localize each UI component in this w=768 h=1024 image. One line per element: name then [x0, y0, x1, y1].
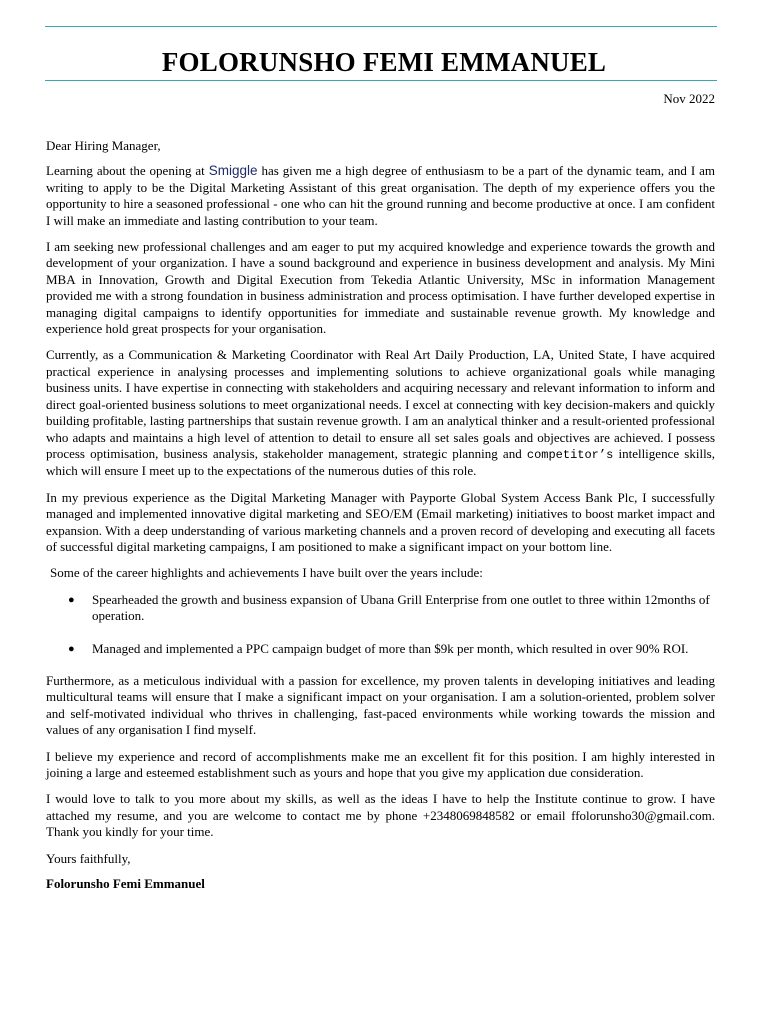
highlight-text: Managed and implemented a PPC campaign budget of more than $9k per month, which resulted in over 90% ROI.: [92, 640, 689, 656]
paragraph-current-role-rest: intelligence skills, which will ensure I meet up to the expectations of the numerous duties of this role.: [46, 445, 715, 479]
paragraph-background: I am seeking new professional challenges and am eager to put my acquired knowledge and experience towards the growth and development of your organization. I have a sound background and experience in business development and analysis. My Mini MBA in Innovation, Growth and Digital Execution from Tekedia Atlantic University, MSc in information Management provided me with a strong foundation in business administration and process optimisation. I have further developed expertise in managing digital campaigns to identify opportunities for immediate and sustainable revenue growth. My knowledge and experience hold great prospects for your organisation.: [46, 239, 715, 337]
applicant-name-heading: FOLORUNSHO FEMI EMMANUEL: [161, 47, 607, 77]
header-top-rule: [45, 26, 717, 27]
paragraph-qualities: Furthermore, as a meticulous individual with a passion for excellence, my proven talents in developing initiatives and leading multicultural teams will ensure that I make a significant impact on your organisation. I am a solution-oriented, problem solver and self-motivated individual who thrives in challenging, fast-paced environments while working towards the mission and values of any organisation I find myself.: [46, 672, 715, 738]
paragraph-intro: [46, 163, 715, 229]
highlights-list: [46, 592, 715, 657]
paragraph-current-role-start: Currently, as a Communication & Marketing Coordinator with Real Art Daily Production, LA, United State, I have acquired practical experience in analysing processes and implementing solutions to achieve organizational goals while managing business units. I have expertise in connecting with stakeholders and acquiring necessary and relevant information to inform and direct goal-oriented business solutions to meet organizational needs. I excel at connecting with key decision-makers and quickly building profitable, lasting partnerships that sustain revenue growth. I am an analytical thinker and a result-oriented professional who adapts and maintains a high level of attention to detail to ensure all set sales goals and objectives are achieved. I possess process optimisation, business analysis, stakeholder management, strategic planning and: [46, 347, 715, 461]
bullet-icon: ●: [68, 593, 75, 606]
signature: Folorunsho Femi Emmanuel: [46, 876, 205, 892]
paragraph-intro-rest: has given me a high degree of enthusiasm to be a part of the dynamic team, and I am writing to apply to be the Digital Marketing Assistant of this great organisation. The depth of my experience offers you the opportunity to hire a seasoned professional - one who can hit the ground running and become productive at once. I am confident I will make an immediate and lasting contribution to your team.: [46, 163, 715, 228]
paragraph-previous-role: In my previous experience as the Digital Marketing Manager with Payporte Global System Access Bank Plc, I successfully managed and implemented innovative digital marketing and SEO/EM (Email marketing) initiatives to boost market impact and expansion. With a deep understanding of various marketing channels and a proven record of developing and executing all facets of successful digital marketing campaigns, I am positioned to make a significant impact on your bottom line.: [46, 489, 715, 554]
paragraph-current-role: [46, 347, 715, 479]
highlight-text: Spearheaded the growth and business expansion of Ubana Grill Enterprise from one outlet to three within 12months of operation.: [92, 591, 710, 624]
list-item: [46, 592, 715, 625]
header-bottom-rule: [45, 80, 717, 81]
highlights-intro: Some of the career highlights and achievements I have built over the years include:: [50, 565, 483, 581]
bullet-icon: ●: [68, 642, 75, 655]
competitors-word: competitor’s: [526, 447, 614, 462]
paragraph-intro-start: Learning about the opening at: [46, 163, 209, 179]
company-name: Smiggle: [208, 163, 258, 179]
list-item: [46, 641, 715, 657]
paragraph-fit: I believe my experience and record of accomplishments make me an excellent fit for this position. I am highly interested in joining a large and esteemed establishment such as yours and hope that you give my application due consideration.: [46, 748, 715, 780]
letter-date: Nov 2022: [663, 91, 715, 106]
paragraph-contact: I would love to talk to you more about my skills, as well as the ideas I have to help the Institute continue to grow. I have attached my resume, and you are welcome to contact me by phone +2348069848582 or email ffolorunsho30@gmail.com. Thank you kindly for your time.: [46, 791, 715, 840]
closing: Yours faithfully,: [46, 850, 131, 866]
greeting: Dear Hiring Manager,: [46, 138, 161, 153]
letter-body: [46, 138, 715, 902]
